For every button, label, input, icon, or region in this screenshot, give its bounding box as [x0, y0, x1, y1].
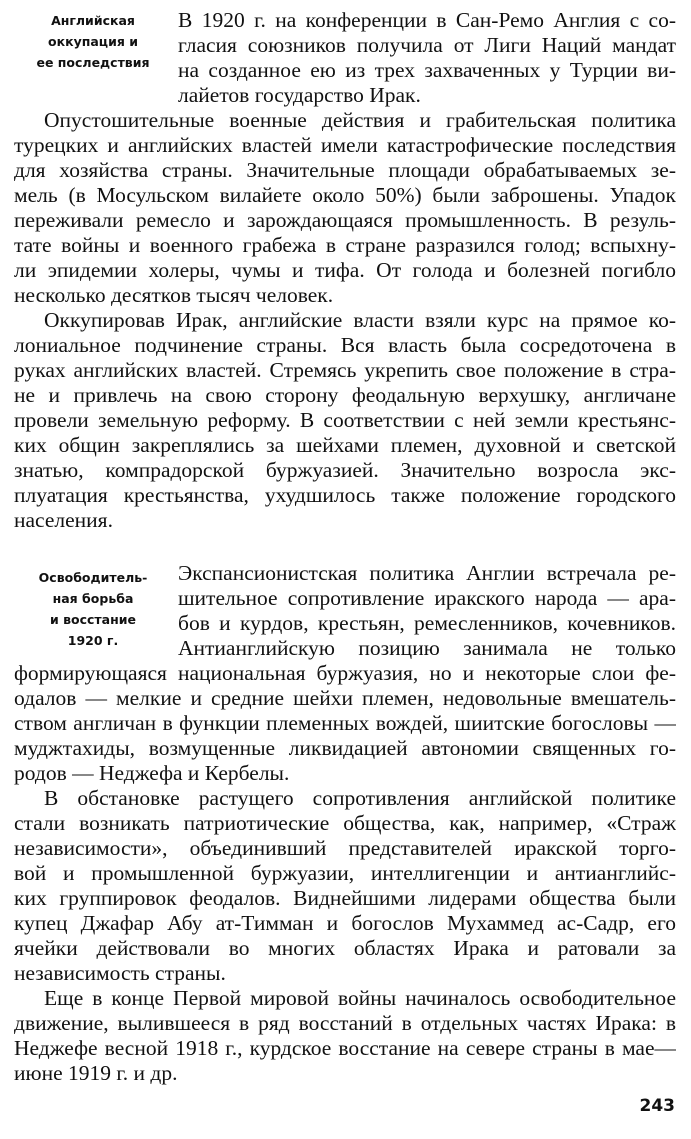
- margin-note-line: Освободитель-: [38, 570, 148, 585]
- text-line: купец Джафар Абу ат-Тимман и богослов Мухаммед ас-Садр, его: [14, 911, 676, 935]
- text-line: независимости», объединивший представителей иракской торго-: [14, 836, 676, 860]
- text-line: переживали ремесло и зарождающаяся промышленность. В резуль-: [14, 208, 676, 232]
- text-line: провели земельную реформу. В соответствии с ней земли крестьянс-: [14, 408, 676, 432]
- text-line: мель (в Мосульском вилайете около 50%) были заброшены. Упадок: [14, 183, 676, 207]
- text-line: формирующаяся национальная буржуазия, но и некоторые слои фе-: [14, 661, 676, 685]
- text-line: вой и промышленной буржуазии, интеллигенции и антианглийс-: [14, 861, 676, 885]
- text-line: стали возникать патриотические общества, как, например, «Страж: [14, 811, 676, 835]
- text-line: Еще в конце Первой мировой войны начиналось освободительное: [44, 986, 676, 1010]
- text-line: одалов — мелкие и средние шейхи племен, недовольные вмешатель-: [14, 686, 676, 710]
- text-line: турецких и английских властей имели катастрофические последствия: [14, 133, 676, 157]
- margin-note-line: Английская: [51, 13, 135, 28]
- text-line: родов — Неджефа и Кербелы.: [14, 761, 290, 785]
- text-line: муджтахиды, возмущенные ликвидацией автономии священных го-: [14, 736, 676, 760]
- text-line: Экспансионистская политика Англии встречала ре-: [178, 561, 676, 585]
- text-line: Оккупировав Ирак, английские власти взяли курс на прямое ко-: [44, 308, 676, 332]
- margin-note-occupation: [14, 10, 172, 73]
- text-line: Неджефе весной 1918 г., курдское восстание на севере страны в мае—: [14, 1036, 676, 1060]
- text-line: шительное сопротивление иракского народа — ара-: [178, 586, 676, 610]
- text-line: ством англичан в функции племенных вождей, шиитские богословы —: [14, 711, 676, 735]
- margin-note-line: ее последствия: [36, 55, 150, 70]
- margin-note-uprising: [14, 567, 172, 651]
- text-line: ячейки действовали во многих областях Ирака и ратовали за: [14, 936, 676, 960]
- text-line: лайетов государство Ирак.: [178, 83, 421, 107]
- margin-note-line: 1920 г.: [67, 633, 119, 648]
- margin-note-line: и восстание: [50, 612, 136, 627]
- text-line: июне 1919 г. и др.: [14, 1061, 178, 1085]
- text-line: на созданное ею из трех захваченных у Турции ви-: [178, 58, 676, 82]
- text-line: гласия союзников получила от Лиги Наций мандат: [178, 33, 676, 57]
- text-line: не и привлечь на свою сторону феодальную верхушку, англичане: [14, 383, 676, 407]
- text-line: ли эпидемии холеры, чумы и тифа. От голода и болезней погибло: [14, 258, 676, 282]
- text-line: руках английских властей. Стремясь укрепить свое положение в стра-: [14, 358, 676, 382]
- text-line: для хозяйства страны. Значительные площади обрабатываемых зе-: [14, 158, 676, 182]
- text-line: плуатация крестьянства, ухудшилось также положение городского: [14, 483, 676, 507]
- text-line: знатью, компрадорской буржуазией. Значительно возросла экс-: [14, 458, 676, 482]
- text-line: Антианглийскую позицию занимала не только: [178, 636, 676, 660]
- text-line: бов и курдов, крестьян, ремесленников, кочевников.: [178, 611, 676, 635]
- text-line: населения.: [14, 508, 113, 532]
- margin-note-line: оккупация и: [48, 34, 138, 49]
- text-line: тате войны и военного грабежа в стране разразился голод; вспыхну-: [14, 233, 676, 257]
- text-line: несколько десятков тысяч человек.: [14, 283, 334, 307]
- page-number: 243: [639, 1096, 675, 1116]
- text-line: В 1920 г. на конференции в Сан-Ремо Англия с со-: [178, 8, 676, 32]
- text-line: движение, вылившееся в ряд восстаний в отдельных частях Ирака: в: [14, 1011, 676, 1035]
- text-line: ких группировок феодалов. Виднейшими лидерами общества были: [14, 886, 676, 910]
- text-line: лониальное подчинение страны. Вся власть была сосредоточена в: [14, 333, 676, 357]
- text-line: В обстановке растущего сопротивления английской политике: [44, 786, 676, 810]
- text-line: Опустошительные военные действия и грабительская политика: [44, 108, 676, 132]
- text-line: независимость страны.: [14, 961, 226, 985]
- margin-note-line: ная борьба: [52, 591, 134, 606]
- text-line: ких общин закреплялись за шейхами племен, духовной и светской: [14, 433, 676, 457]
